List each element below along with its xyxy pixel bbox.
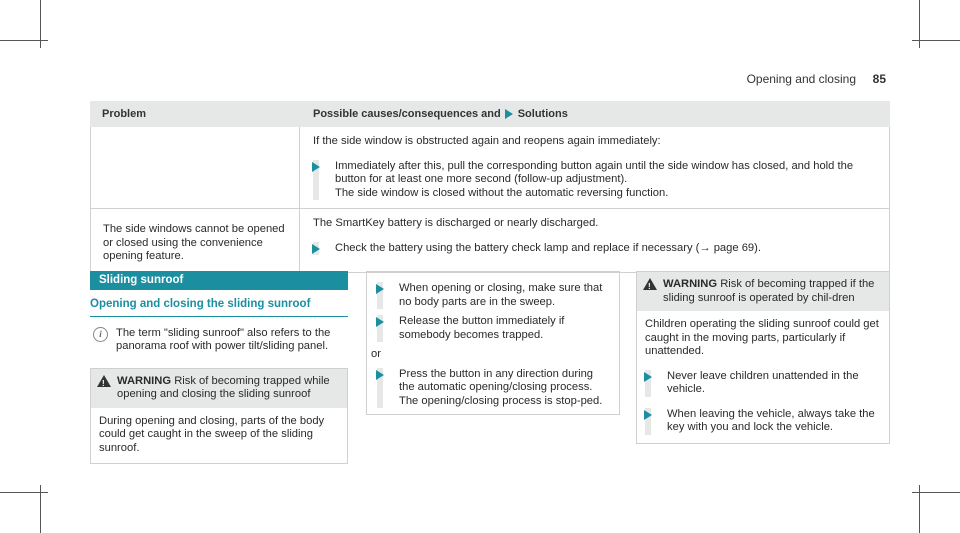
crop-mark xyxy=(0,492,48,493)
problem-cell: The side windows cannot be opened or closed using the convenience opening feature. xyxy=(90,209,300,272)
arrow-bullet-icon xyxy=(313,242,319,256)
instruction-step: Check the battery using the battery check lamp and replace if necessary (→ page 69). xyxy=(313,242,879,256)
table-header xyxy=(90,101,890,127)
instruction-step: Never leave children unattended in the vehicle. xyxy=(645,370,881,397)
instruction-step: Release the button immediately if somebody becomes trapped. xyxy=(377,315,609,342)
column-warning-children xyxy=(636,271,890,444)
arrow-bullet-icon xyxy=(313,160,319,201)
solution-cell: If the side window is obstructed again and reopens again immediately: Immediately after this, pull the corresponding button again until the side window has closed, and hold the button for at least one more second (follow-up adjustment). The side window is closed without the automatic reversing function. xyxy=(300,127,890,208)
warning-box: ! WARNING Risk of becoming trapped if the sliding sunroof is operated by chil-dren Children operating the sliding sunroof could get caught in the moving parts, particularly if unattended. Never leave children unattended in the vehicle. When leaving the vehicle, always take the key with you and lock the vehicle. xyxy=(636,271,890,444)
crop-mark xyxy=(912,492,960,493)
solution-cell: The SmartKey battery is discharged or nearly discharged. Check the battery using the battery check lamp and replace if necessary (→ page 69). xyxy=(300,209,890,272)
instruction-box xyxy=(366,271,620,415)
column-header-solutions: Possible causes/consequences and Solutions xyxy=(313,108,568,120)
instruction-step: When opening or closing, make sure that no body parts are in the sweep. xyxy=(377,282,609,309)
table-row xyxy=(90,127,890,209)
or-separator: or xyxy=(371,348,381,360)
running-header: Opening and closing xyxy=(746,72,856,86)
info-icon: i xyxy=(93,327,108,342)
arrow-bullet-icon xyxy=(377,368,383,409)
arrow-bullet-icon xyxy=(377,315,383,342)
column-sliding-sunroof xyxy=(90,271,348,464)
note: i The term "sliding sunroof" also refers to the panorama roof with power tilt/sliding panel. xyxy=(90,327,348,354)
page-number: 85 xyxy=(872,72,886,86)
table-row xyxy=(90,209,890,273)
instruction-step: Press the button in any direction during the automatic opening/closing process. The opening/closing process is stop-ped. xyxy=(377,368,609,409)
warning-triangle-icon xyxy=(97,375,111,387)
column-instructions xyxy=(366,271,620,415)
arrow-bullet-icon xyxy=(645,370,651,397)
warning-box: ! WARNING Risk of becoming trapped while opening and closing the sliding sunroof During opening and closing, parts of the body could get caught in the sweep of the sliding sunroof. xyxy=(90,368,348,465)
problem-cell xyxy=(90,127,300,208)
warning-triangle-icon xyxy=(643,278,657,290)
arrow-bullet-icon xyxy=(505,109,513,119)
arrow-bullet-icon xyxy=(377,282,383,309)
section-title: Sliding sunroof xyxy=(90,271,348,290)
problem-table xyxy=(90,101,890,273)
instruction-step: When leaving the vehicle, always take the key with you and lock the vehicle. xyxy=(645,408,881,435)
instruction-step: Immediately after this, pull the corresponding button again until the side window has closed, and hold the button for at least one more second (follow-up adjustment). The side window is closed without the automatic reversing function. xyxy=(313,160,879,201)
subsection-title: Opening and closing the sliding sunroof xyxy=(90,298,348,317)
column-header-problem: Problem xyxy=(102,108,147,120)
arrow-bullet-icon xyxy=(645,408,651,435)
crop-mark xyxy=(0,40,48,41)
crop-mark xyxy=(912,40,960,41)
